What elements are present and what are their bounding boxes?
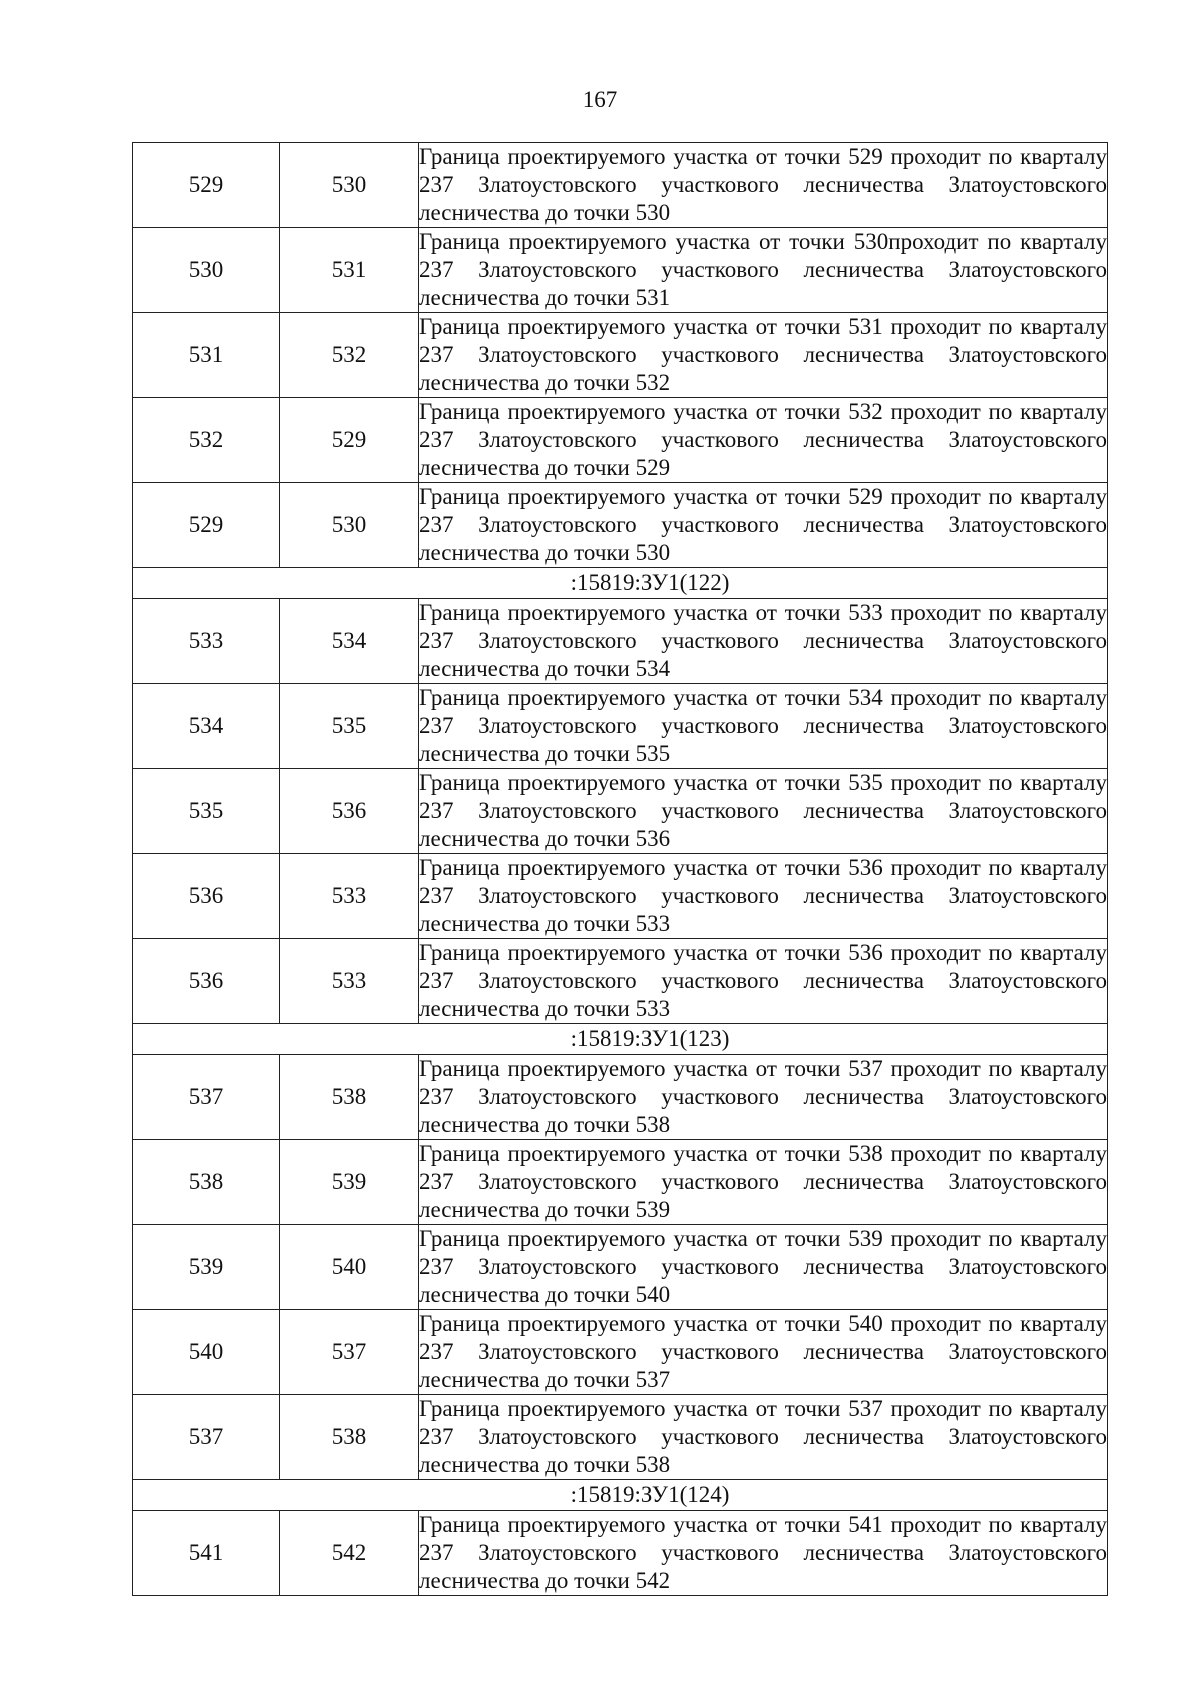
table-row bbox=[133, 1511, 1108, 1596]
description-cell: Граница проектируемого участка от точки 529 проходит по кварталу 237 Златоустовского участкового лесничества Златоустовского лесничества до точки 530 bbox=[419, 143, 1108, 228]
point-from-cell: 535 bbox=[133, 769, 280, 854]
point-to-cell: 530 bbox=[280, 143, 419, 228]
point-from-cell: 536 bbox=[133, 854, 280, 939]
description-cell: Граница проектируемого участка от точки 536 проходит по кварталу 237 Златоустовского участкового лесничества Златоустовского лесничества до точки 533 bbox=[419, 939, 1108, 1024]
description-cell: Граница проектируемого участка от точки 535 проходит по кварталу 237 Златоустовского участкового лесничества Златоустовского лесничества до точки 536 bbox=[419, 769, 1108, 854]
point-to-cell: 539 bbox=[280, 1140, 419, 1225]
point-to-cell: 535 bbox=[280, 684, 419, 769]
point-to-cell: 538 bbox=[280, 1395, 419, 1480]
table-row bbox=[133, 228, 1108, 313]
point-from-cell: 536 bbox=[133, 939, 280, 1024]
table-row bbox=[133, 854, 1108, 939]
point-to-cell: 531 bbox=[280, 228, 419, 313]
point-from-cell: 537 bbox=[133, 1055, 280, 1140]
section-label: :15819:ЗУ1(122) bbox=[133, 568, 1108, 599]
description-cell: Граница проектируемого участка от точки 538 проходит по кварталу 237 Златоустовского участкового лесничества Златоустовского лесничества до точки 539 bbox=[419, 1140, 1108, 1225]
description-cell: Граница проектируемого участка от точки 536 проходит по кварталу 237 Златоустовского участкового лесничества Златоустовского лесничества до точки 533 bbox=[419, 854, 1108, 939]
table-row bbox=[133, 599, 1108, 684]
table-row bbox=[133, 313, 1108, 398]
description-cell: Граница проектируемого участка от точки 541 проходит по кварталу 237 Златоустовского участкового лесничества Златоустовского лесничества до точки 542 bbox=[419, 1511, 1108, 1596]
section-row bbox=[133, 568, 1108, 599]
point-from-cell: 533 bbox=[133, 599, 280, 684]
table-row bbox=[133, 483, 1108, 568]
point-to-cell: 533 bbox=[280, 939, 419, 1024]
point-from-cell: 541 bbox=[133, 1511, 280, 1596]
point-from-cell: 530 bbox=[133, 228, 280, 313]
description-cell: Граница проектируемого участка от точки 531 проходит по кварталу 237 Златоустовского участкового лесничества Златоустовского лесничества до точки 532 bbox=[419, 313, 1108, 398]
point-to-cell: 542 bbox=[280, 1511, 419, 1596]
point-from-cell: 537 bbox=[133, 1395, 280, 1480]
point-to-cell: 537 bbox=[280, 1310, 419, 1395]
page-number: 167 bbox=[582, 87, 618, 112]
point-to-cell: 534 bbox=[280, 599, 419, 684]
section-label: :15819:ЗУ1(123) bbox=[133, 1024, 1108, 1055]
table-row bbox=[133, 939, 1108, 1024]
table-row bbox=[133, 1395, 1108, 1480]
boundary-table bbox=[132, 142, 1108, 1596]
table-row bbox=[133, 398, 1108, 483]
description-cell: Граница проектируемого участка от точки 540 проходит по кварталу 237 Златоустовского участкового лесничества Златоустовского лесничества до точки 537 bbox=[419, 1310, 1108, 1395]
table-row bbox=[133, 1225, 1108, 1310]
point-to-cell: 530 bbox=[280, 483, 419, 568]
section-label: :15819:ЗУ1(124) bbox=[133, 1480, 1108, 1511]
point-to-cell: 540 bbox=[280, 1225, 419, 1310]
point-from-cell: 534 bbox=[133, 684, 280, 769]
table-row bbox=[133, 143, 1108, 228]
description-cell: Граница проектируемого участка от точки 532 проходит по кварталу 237 Златоустовского участкового лесничества Златоустовского лесничества до точки 529 bbox=[419, 398, 1108, 483]
description-cell: Граница проектируемого участка от точки 530проходит по кварталу 237 Златоустовского участкового лесничества Златоустовского лесничества до точки 531 bbox=[419, 228, 1108, 313]
table-row bbox=[133, 1310, 1108, 1395]
description-cell: Граница проектируемого участка от точки 534 проходит по кварталу 237 Златоустовского участкового лесничества Златоустовского лесничества до точки 535 bbox=[419, 684, 1108, 769]
point-to-cell: 532 bbox=[280, 313, 419, 398]
table-row bbox=[133, 684, 1108, 769]
point-to-cell: 538 bbox=[280, 1055, 419, 1140]
point-to-cell: 536 bbox=[280, 769, 419, 854]
description-cell: Граница проектируемого участка от точки 529 проходит по кварталу 237 Златоустовского участкового лесничества Златоустовского лесничества до точки 530 bbox=[419, 483, 1108, 568]
point-to-cell: 533 bbox=[280, 854, 419, 939]
point-to-cell: 529 bbox=[280, 398, 419, 483]
table-row bbox=[133, 1140, 1108, 1225]
boundary-table-body bbox=[133, 143, 1108, 1596]
point-from-cell: 540 bbox=[133, 1310, 280, 1395]
table-row bbox=[133, 1055, 1108, 1140]
description-cell: Граница проектируемого участка от точки 537 проходит по кварталу 237 Златоустовского участкового лесничества Златоустовского лесничества до точки 538 bbox=[419, 1055, 1108, 1140]
description-cell: Граница проектируемого участка от точки 539 проходит по кварталу 237 Златоустовского участкового лесничества Златоустовского лесничества до точки 540 bbox=[419, 1225, 1108, 1310]
point-from-cell: 529 bbox=[133, 143, 280, 228]
section-row bbox=[133, 1024, 1108, 1055]
section-row bbox=[133, 1480, 1108, 1511]
point-from-cell: 529 bbox=[133, 483, 280, 568]
table-row bbox=[133, 769, 1108, 854]
description-cell: Граница проектируемого участка от точки 537 проходит по кварталу 237 Златоустовского участкового лесничества Златоустовского лесничества до точки 538 bbox=[419, 1395, 1108, 1480]
point-from-cell: 531 bbox=[133, 313, 280, 398]
description-cell: Граница проектируемого участка от точки 533 проходит по кварталу 237 Златоустовского участкового лесничества Златоустовского лесничества до точки 534 bbox=[419, 599, 1108, 684]
point-from-cell: 539 bbox=[133, 1225, 280, 1310]
point-from-cell: 532 bbox=[133, 398, 280, 483]
point-from-cell: 538 bbox=[133, 1140, 280, 1225]
